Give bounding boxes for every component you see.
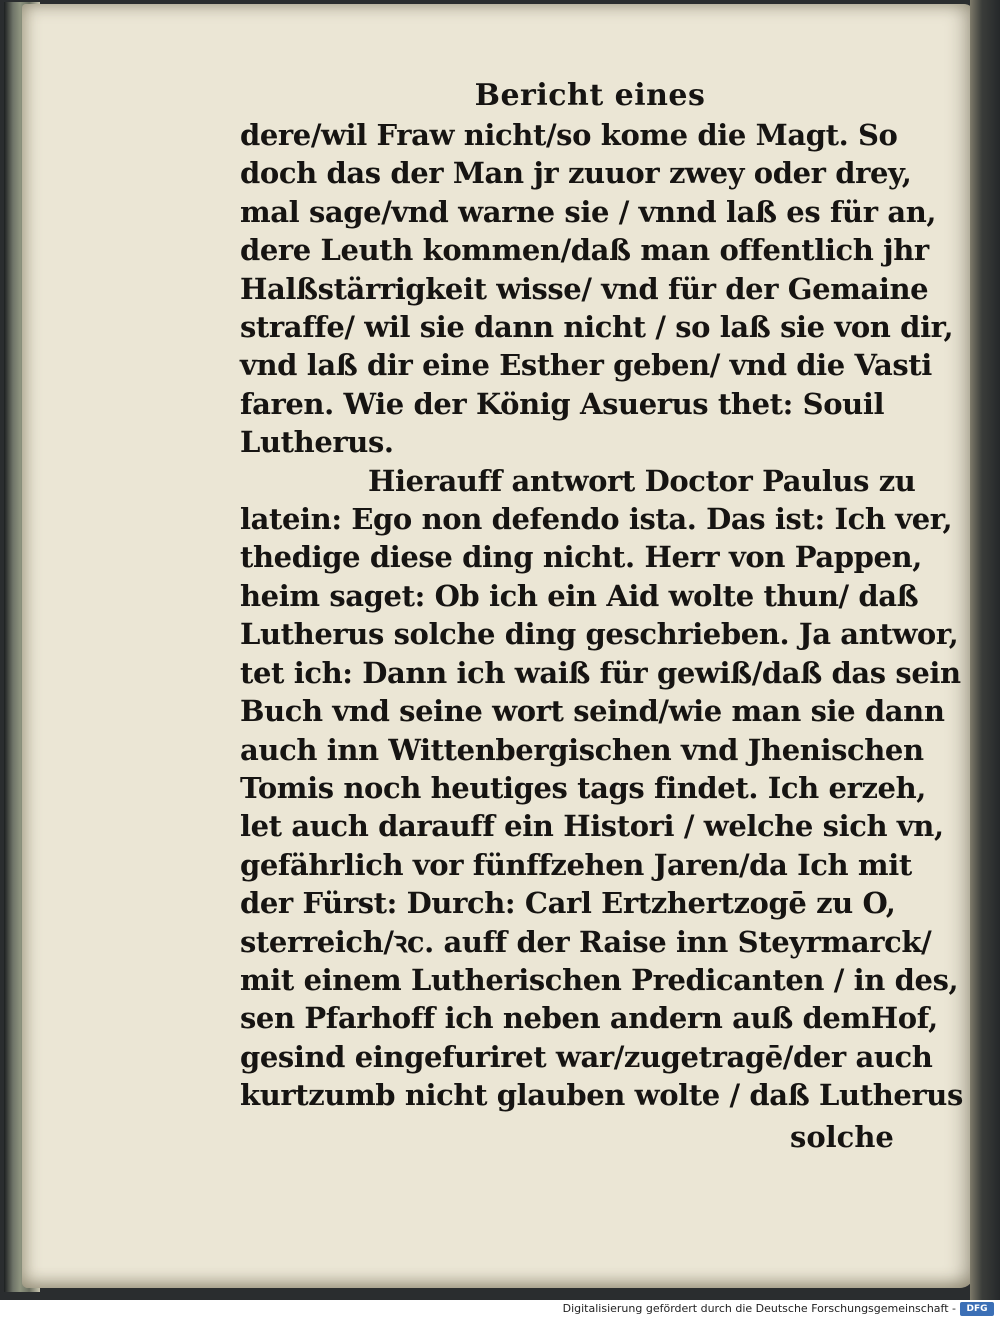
funding-credit: Digitalisierung gefördert durch die Deutsche Forschungsgemeinschaft - xyxy=(562,1302,956,1315)
text-line-3: mal sage/vnd warne sie / vnnd laß es für an, xyxy=(240,194,937,229)
book-binding xyxy=(970,0,1000,1300)
text-line-9: Lutherus. xyxy=(240,425,394,460)
text-line-15: tet ich: Dann ich waiß für gewiß/daß das sein xyxy=(240,655,961,690)
text-line-2: doch das der Man jr zuuor zwey oder drey, xyxy=(240,156,912,191)
text-line-23: mit einem Lutherischen Predicanten / in des, xyxy=(240,962,959,997)
text-line-11: latein: Ego non defendo ista. Das ist: Ich ver, xyxy=(240,502,953,537)
text-line-24: sen Pfarhoff ich neben andern auß demHof, xyxy=(240,1001,938,1036)
text-line-5: Halßstärrigkeit wisse/ vnd für der Gemaine xyxy=(240,271,929,306)
text-line-4: dere Leuth kommen/daß man offentlich jhr xyxy=(240,233,929,268)
text-line-14: Lutherus solche ding geschrieben. Ja antwor, xyxy=(240,617,959,652)
text-line-20: gefährlich vor fünffzehen Jaren/da Ich mit xyxy=(240,847,912,882)
text-line-12: thedige diese ding nicht. Herr von Pappen, xyxy=(240,540,922,575)
text-line-6: straffe/ wil sie dann nicht / so laß sie von dir, xyxy=(240,310,954,345)
text-line-8: faren. Wie der König Asuerus thet: Souil xyxy=(240,386,885,421)
text-line-25: gesind eingefuriret war/zugetragē/der auch xyxy=(240,1039,933,1074)
text-line-10: Hierauff antwort Doctor Paulus zu xyxy=(368,463,916,498)
text-line-1: dere/wil Fraw nicht/so kome die Magt. So xyxy=(240,118,898,152)
text-line-21: der Fürst: Durch: Carl Ertzhertzogē zu O, xyxy=(240,886,896,921)
catchword: solche xyxy=(790,1119,894,1154)
text-line-26: kurtzumb nicht glauben wolte / daß Lutherus xyxy=(240,1078,963,1113)
footer-bar xyxy=(0,1300,1000,1318)
text-line-18: Tomis noch heutiges tags findet. Ich erzeh, xyxy=(240,770,926,805)
text-line-16: Buch vnd seine wort seind/wie man sie dann xyxy=(240,694,945,729)
text-line-7: vnd laß dir eine Esther geben/ vnd die Vasti xyxy=(240,348,932,383)
text-line-19: let auch darauff ein Histori / welche sich vn, xyxy=(240,809,944,844)
running-header: Bericht eines xyxy=(474,78,706,113)
text-line-17: auch inn Wittenbergischen vnd Jhenischen xyxy=(240,732,924,767)
text-line-22: sterreich/ꝛc. auff der Raise inn Steyrmarck/ xyxy=(240,924,932,959)
text-line-13: heim saget: Ob ich ein Aid wolte thun/ daß xyxy=(240,578,919,613)
dfg-logo-icon: DFG xyxy=(960,1302,994,1316)
page-text-block xyxy=(240,76,963,1157)
